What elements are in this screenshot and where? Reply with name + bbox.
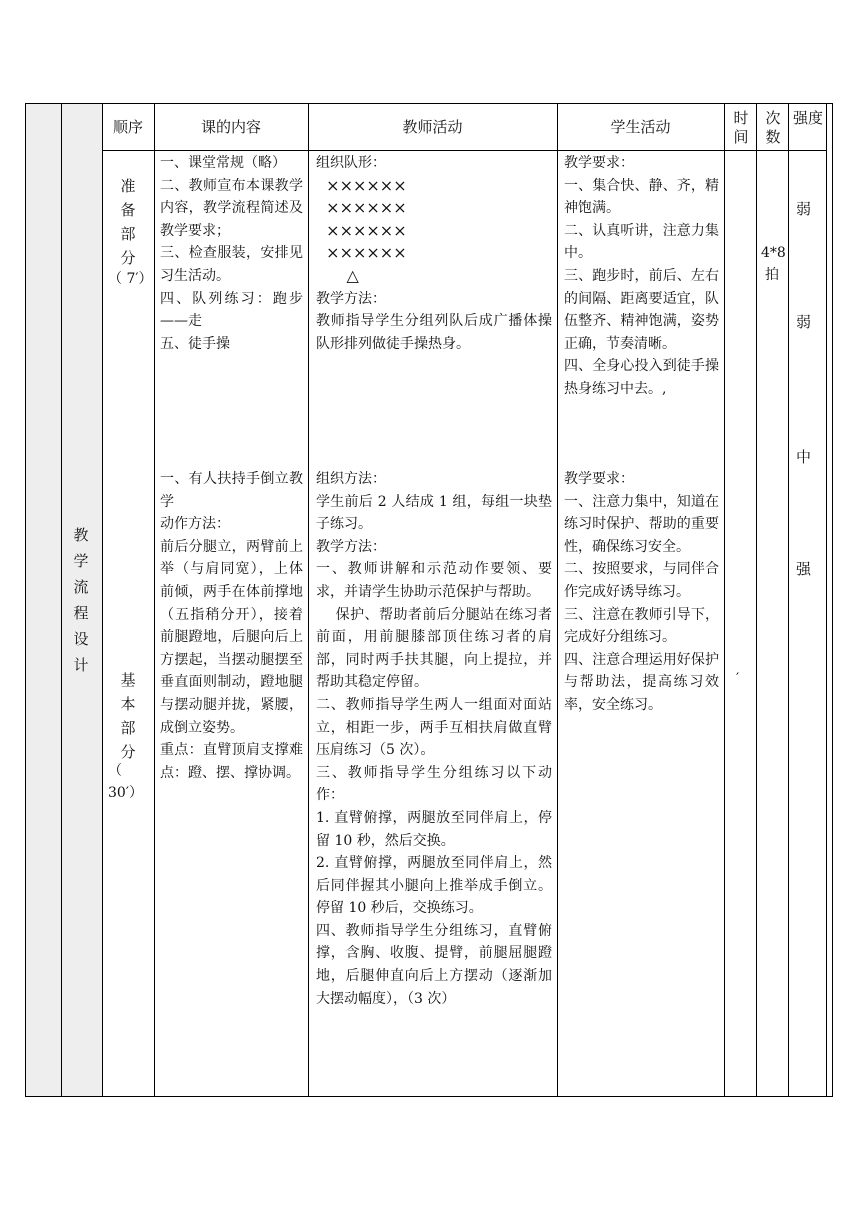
grid-line xyxy=(154,104,155,1096)
basic-teacher-item: 一、教师讲解和示范动作要领、要求，并请学生协助示范保护与帮助。 xyxy=(316,561,552,600)
basic-time-mark: ′ xyxy=(736,671,740,687)
intensity-value: 强 xyxy=(796,560,812,578)
prep-student-item: 二、认真听讲，注意力集中。 xyxy=(564,222,719,262)
prep-student-item: 教学要求： xyxy=(564,155,634,171)
prep-teacher-item: 教学方法： xyxy=(316,290,386,307)
basic-teacher-item: 二、教师指导学生两人一组面对面站立，相距一步，两手互相扶肩做直臂压肩练习（5 次）。 xyxy=(316,696,552,759)
prep-content-item: 一、课堂常规（略） xyxy=(160,155,286,171)
basic-teacher-item: 组织方法： xyxy=(316,471,386,487)
prep-student xyxy=(564,152,719,401)
prep-content-item: 五、徒手操 xyxy=(160,335,230,352)
grid-line xyxy=(788,104,789,1096)
basic-teacher xyxy=(316,468,552,1010)
prep-student-item: 四、全身心投入到徒手操热身练习中去。, xyxy=(564,358,719,397)
prep-teacher xyxy=(316,152,552,355)
intensity-value: 弱 xyxy=(796,200,812,218)
formation-row: ×××××× xyxy=(316,198,407,218)
basic-label: 基本部分 xyxy=(120,671,136,761)
grid-line xyxy=(308,104,309,1096)
header-divider xyxy=(102,150,826,151)
teacher-position-mark: △ xyxy=(316,265,359,285)
basic-content-item: 一、有人扶持手倒立教学 xyxy=(160,471,303,510)
prep-student-item: 三、跑步时，前后、左右的间隔、距离要适宜，队伍整齐、精神饱满，姿势正确，节奏清晰。 xyxy=(564,267,719,352)
basic-content-item: 动作方法： xyxy=(160,516,230,533)
header-count: 次数 xyxy=(765,109,781,146)
prep-content-item: 四、队列练习：跑步——走 xyxy=(160,290,303,330)
basic-teacher-item: 四、教师指导学生分组练习，直臂俯撑，含胸、收腹、提臂，前腿屈腿蹬地，后腿伸直向后上方摆动（逐渐加大摆动幅度），（3 次） xyxy=(316,922,552,1007)
grid-line xyxy=(61,104,62,1096)
formation-row: ×××××× xyxy=(316,220,407,240)
basic-content xyxy=(160,468,303,784)
basic-student-item: 教学要求： xyxy=(564,471,634,487)
formation-row: ×××××× xyxy=(316,175,407,195)
basic-teacher-item: 保护、帮助者前后分腿站在练习者前面，用前腿膝部顶住练习者的肩部，同时两手扶其腿，向上提拉，并帮助其稳定停留。 xyxy=(316,606,552,691)
prep-label: 准备部分 xyxy=(120,177,136,267)
basic-teacher-item: 1. 直臂俯撑，两腿放至同伴肩上，停留 10 秒，然后交换。 xyxy=(316,809,552,849)
prep-duration: （ 7′） xyxy=(108,271,153,287)
grid-line xyxy=(756,104,757,1096)
basic-teacher-item: 教学方法： xyxy=(316,538,386,555)
prep-count: 4*8拍 xyxy=(761,245,786,283)
basic-content-item: 前后分腿立，两臂前上举（与肩同宽），上体前倾，两手在体前撑地（五指稍分开），接着前腿蹬地，后腿向后上方摆起，当摆动腿摆至垂直面则制动，蹬地腿与摆动腿并拢，紧腰，成倒立姿势。 xyxy=(160,538,303,736)
formation-row: ×××××× xyxy=(316,243,407,263)
basic-teacher-item: 2. 直臂俯撑，两腿放至同伴肩上，然后同伴握其小腿向上推举成手倒立。停留 10 秒后，交换练习。 xyxy=(316,855,552,917)
intensity-value: 中 xyxy=(796,448,812,466)
grid-line xyxy=(102,104,103,1096)
prep-content-item: 三、检查服装，安排见习生活动。 xyxy=(160,245,303,284)
basic-teacher-item: 三、教师指导学生分组练习以下动作： xyxy=(316,764,552,804)
grid-line xyxy=(557,104,558,1096)
header-content: 课的内容 xyxy=(200,118,261,136)
basic-student-item: 四、注意合理运用好保护与帮助法，提高练习效率，安全练习。 xyxy=(564,651,719,713)
header-order: 顺序 xyxy=(112,118,143,136)
prep-content-item: 二、教师宣布本课教学内容，教学流程简述及教学要求； xyxy=(160,177,303,239)
header-teacher: 教师活动 xyxy=(402,118,463,136)
side-label: 教学流程设计 xyxy=(73,526,89,674)
grid-line xyxy=(826,104,827,1096)
intensity-value: 弱 xyxy=(796,313,812,331)
basic-student-item: 一、注意力集中，知道在练习时保护、帮助的重要性，确保练习安全。 xyxy=(564,493,719,555)
basic-student-item: 二、按照要求，与同伴合作完成好诱导练习。 xyxy=(564,561,719,600)
prep-content xyxy=(160,152,303,355)
basic-content-item: 重点：直臂顶肩支撑难点：蹬、摆、撑协调。 xyxy=(160,742,303,781)
prep-teacher-item: 组织队形： xyxy=(316,155,386,171)
basic-teacher-item: 学生前后 2 人结成 1 组，每组一块垫子练习。 xyxy=(316,493,552,533)
basic-student xyxy=(564,468,719,717)
prep-teacher-item: 教师指导学生分组列队后成广播体操队形排列做徒手操热身。 xyxy=(316,313,552,352)
header-time: 时间 xyxy=(733,109,749,146)
header-student: 学生活动 xyxy=(610,118,671,136)
header-intensity: 强度 xyxy=(793,109,824,127)
basic-student-item: 三、注意在教师引导下，完成好分组练习。 xyxy=(564,606,719,646)
basic-duration: （ 30′） xyxy=(108,763,143,801)
grid-line xyxy=(724,104,725,1096)
prep-student-item: 一、集合快、静、齐，精神饱满。 xyxy=(564,177,719,217)
